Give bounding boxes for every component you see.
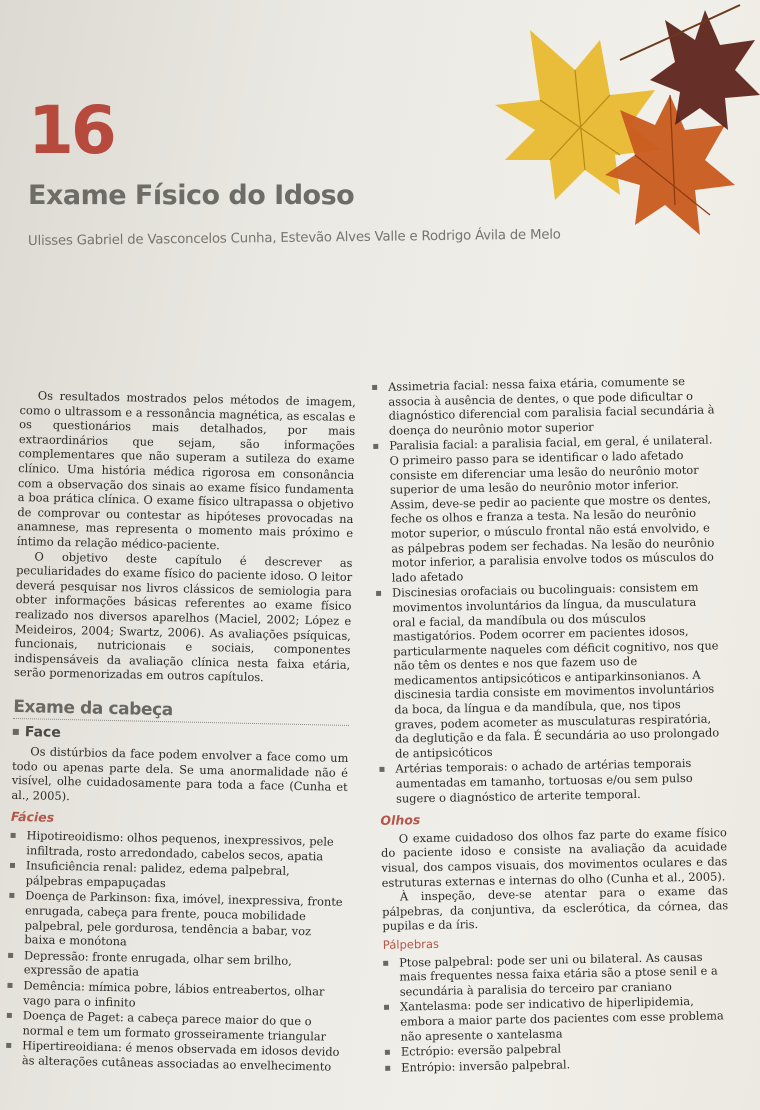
square-bullet-icon [6, 1043, 11, 1048]
list-item: Doença de Paget: a cabeça parece maior do que o normal e tem um formato grosseiramente triangular [6, 1008, 343, 1044]
intro-paragraph-1: Os resultados mostrados pelos métodos de imagem, como o ultrassom e a ressonância magnética, as escalas e os questionários mais detalhados, por mais extraordinários que sejam, são informações complementares que não superam a sutileza do exame clínico. Uma história médica rigorosa em consonância com a observação dos sinais ao exame físico fundamenta a boa prática clínica. O exame físico ultrapassa o objetivo de comprovar ou contestar as hipóteses provocadas na anamnese, mas representa o momento mais próximo e íntimo da relação médico-paciente. [16, 388, 356, 553]
square-bullet-icon [373, 444, 378, 449]
face-heading-text: Face [24, 724, 61, 742]
square-bullet-icon [385, 1065, 390, 1070]
chapter-number: 16 [28, 92, 114, 169]
square-bullet-icon [385, 1050, 390, 1055]
olhos-paragraph-1: O exame cuidadoso dos olhos faz parte do exame físico do paciente idoso e consiste na avaliação da acuidade visual, dos campos visuais, dos movimentos oculares e das estruturas externas e internas do olho (Cunha et al., 2005). [380, 825, 728, 890]
list-item: Insuficiência renal: palidez, edema palpebral, pálpebras empapuçadas [10, 858, 347, 894]
square-bullet-icon [379, 767, 384, 772]
square-bullet-icon [13, 729, 19, 735]
square-bullet-icon [10, 863, 15, 868]
right-column [372, 373, 731, 1076]
list-item: Xantelasma: pode ser indicativo de hiperlipidemia, embora a maior parte dos pacientes com esse problema não apresente o xantelasma [384, 994, 731, 1044]
palpebras-heading: Pálpebras [382, 936, 440, 952]
list-item: Paralisia facial: a paralisia facial, em geral, é unilateral. O primeiro passo para se identificar o lado afetado consiste em diferenciar uma lesão do neurônio motor superior de uma lesão do neurônio motor inferior. Assim, deve-se pedir ao paciente que mostre os dentes, feche os olhos e franza a testa. Na lesão do neurônio motor superior, o músculo frontal não está envolvido, e as pálpebras podem ser fechadas. Na lesão do neurônio motor inferior, a paralisia envolve todos os músculos do lado afetado [373, 433, 722, 586]
palpebras-list [383, 949, 731, 1075]
chapter-authors: Ulisses Gabriel de Vasconcelos Cunha, Estevão Alves Valle e Rodrigo Ávila de Melo [27, 227, 561, 249]
list-item: Depressão: fronte enrugada, olhar sem brilho, expressão de apatia [8, 948, 345, 984]
square-bullet-icon [372, 385, 377, 390]
square-bullet-icon [376, 591, 381, 596]
olhos-paragraph-2: À inspeção, deve-se atentar para o exame das pálpebras, da conjuntiva, da esclerótica, da córnea, das pupilas e da íris. [382, 883, 729, 934]
square-bullet-icon [383, 960, 388, 965]
square-bullet-icon [11, 833, 16, 838]
square-bullet-icon [7, 983, 12, 988]
list-item: Ectrópio: eversão palpebral [385, 1038, 731, 1059]
list-item: Demência: mímica pobre, lábios entreabertos, olhar vago para o infinito [7, 978, 344, 1014]
list-item: Hipotireoidismo: olhos pequenos, inexpressivos, pele infiltrada, rosto arredondado, cabelos secos, apatia [10, 828, 347, 864]
facies-heading: Fácies [10, 809, 55, 826]
list-item: Hipertireoidiana: é menos observada em idosos devido às alterações cutâneas associadas ao envelhecimento [6, 1038, 343, 1074]
list-item: Discinesias orofaciais ou bucolinguais: consistem em movimentos involuntários da língua, da musculatura oral e facial, da mandíbula ou dos músculos mastigatórios. Podem ocorrer em pacientes idosos, particularmente naqueles com déficit cognitivo, nos que não têm os dentes e nos que fazem uso de medicamentos antipsicóticos e antiparkinsonianos. A discinesia tardia consiste em movimentos involuntários da boca, da língua e da mandíbula, que, nos tipos graves, podem acometer as musculaturas respiratória, da deglutição e da fala. É secundária ao uso prolongado de antipsicóticos [376, 580, 725, 762]
olhos-heading: Olhos [380, 812, 421, 829]
list-item: Ptose palpebral: pode ser uni ou bilateral. As causas mais frequentes nessa faixa etária são a ptose senil e a secundária à paralisia do terceiro par craniano [383, 949, 730, 999]
face-findings-list [372, 373, 726, 806]
subsection-heading-face [13, 725, 349, 747]
list-item: Artérias temporais: o achado de artérias temporais aumentadas em tamanho, tortuosas e/ou sem pulso sugere o diagnóstico de arterite temporal. [379, 756, 726, 806]
square-bullet-icon [8, 953, 13, 958]
list-item: Assimetria facial: nessa faixa etária, comumente se associa à ausência de dentes, o que pode dificultar o diagnóstico diferencial com paralisia facial secundária à doença do neurônio motor superior [372, 373, 719, 438]
list-item: Doença de Parkinson: fixa, imóvel, inexpressiva, fronte enrugada, cabeça para frente, pouca mobilidade palpebral, pele gordurosa, tendência a babar, voz baixa e monótona [8, 888, 345, 953]
face-paragraph: Os distúrbios da face podem envolver a face como um todo ou apenas parte dela. Se uma anormalidade não é visível, olhe cuidadosamente para toda a face (Cunha et al., 2005). [11, 744, 349, 803]
square-bullet-icon [7, 1013, 12, 1018]
autumn-leaves-illustration [470, 0, 760, 250]
chapter-title: Exame Físico do Idoso [28, 180, 355, 211]
facies-list [6, 828, 347, 1074]
square-bullet-icon [9, 893, 14, 898]
left-column [6, 388, 356, 1075]
square-bullet-icon [384, 1005, 389, 1010]
list-item: Entrópio: inversão palpebral. [385, 1054, 731, 1075]
intro-paragraph-2: O objetivo deste capítulo é descrever as peculiaridades do exame físico do paciente idoso. O leitor deverá pesquisar nos livros clássicos de semiologia para obter informações básicas referentes ao exame físico realizado nos diversos aparelhos (Maciel, 2002; López e Meideiros, 2004; Swartz, 2006). As avaliações psíquicas, funcionais, nutricionais e sociais, componentes indispensáveis da avaliação clínica nesta faixa etária, serão pormenorizadas em outros capítulos. [13, 548, 353, 685]
section-heading-exame-da-cabeca: Exame da cabeça [13, 700, 349, 727]
